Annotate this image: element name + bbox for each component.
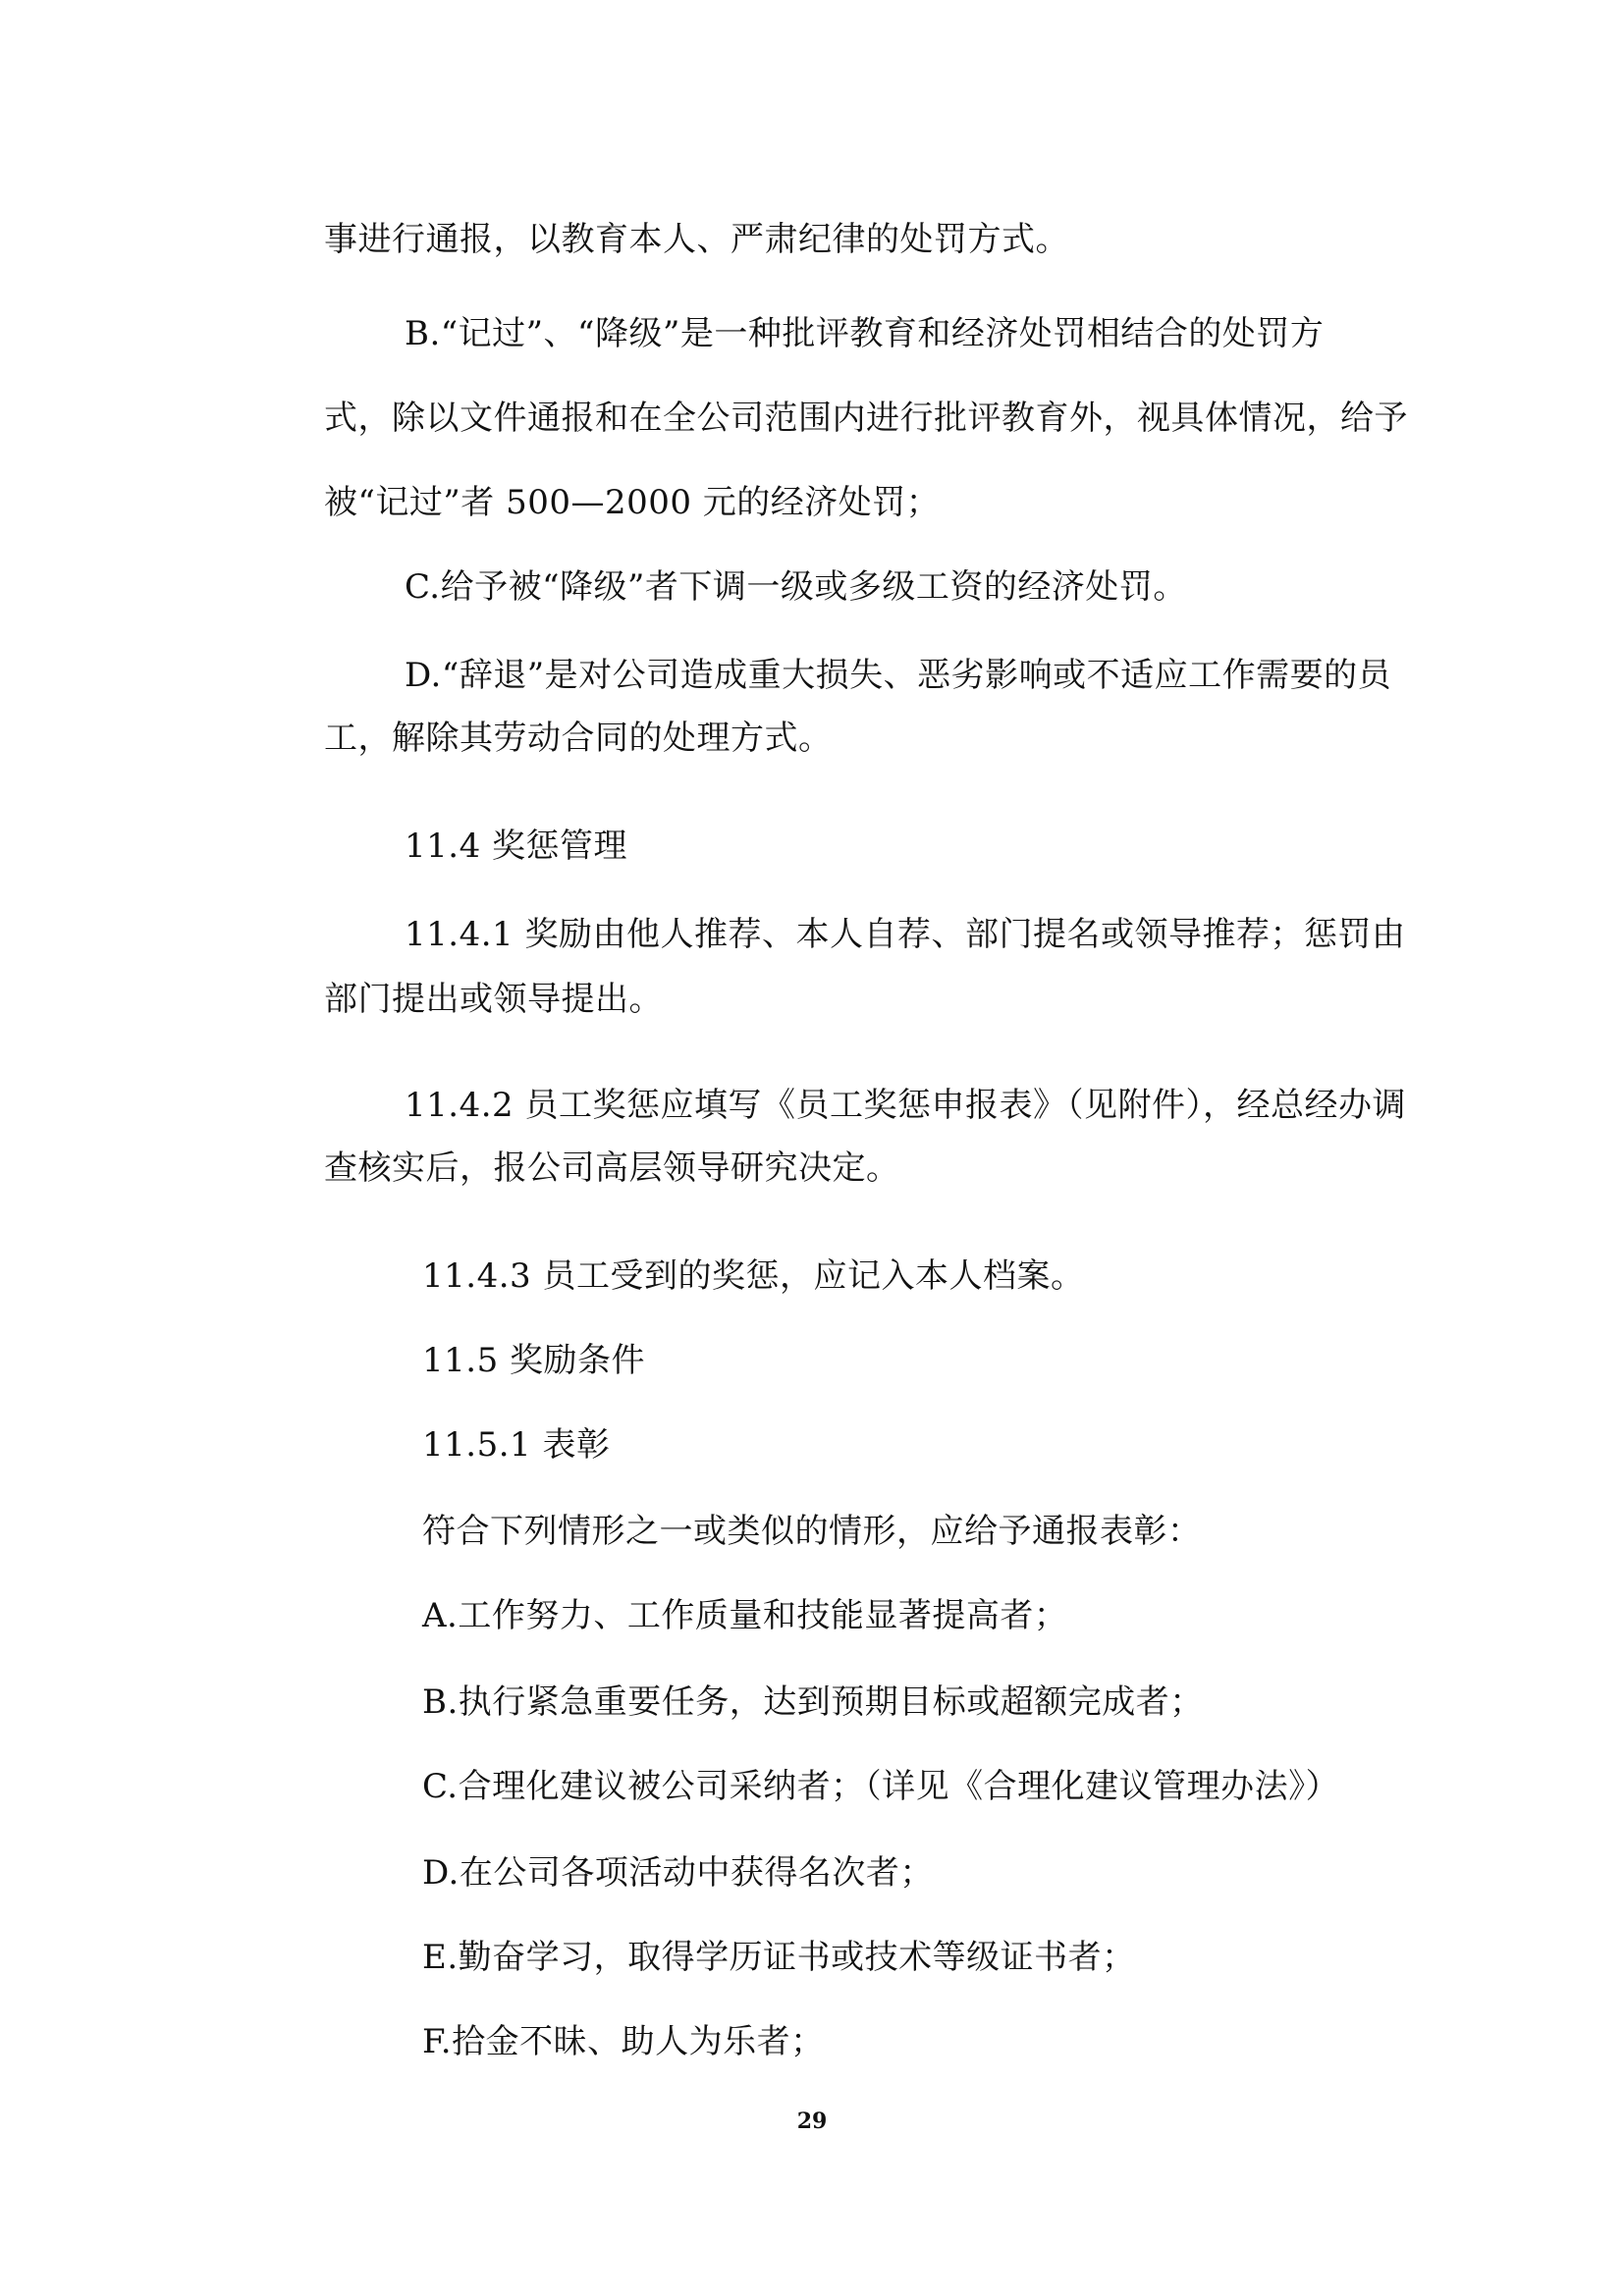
paragraph-line: 查核实后，报公司高层领导研究决定。 (324, 1148, 900, 1188)
list-item: B.执行紧急重要任务，达到预期目标或超额完成者； (422, 1682, 1204, 1722)
list-item: F.拾金不昧、助人为乐者； (422, 2022, 825, 2061)
paragraph-line: 11.4.1 奖励由他人推荐、本人自荐、部门提名或领导推荐；惩罚由 (405, 915, 1406, 954)
paragraph-line: 11.4.2 员工奖惩应填写《员工奖惩申报表》（见附件），经总经办调 (405, 1086, 1406, 1125)
paragraph-line: 事进行通报，以教育本人、严肃纪律的处罚方式。 (324, 220, 1069, 259)
section-heading: 11.5 奖励条件 (422, 1341, 646, 1380)
page-number: 29 (796, 2109, 828, 2134)
list-item: A.工作努力、工作质量和技能显著提高者； (422, 1596, 1068, 1635)
paragraph-line: 式，除以文件通报和在全公司范围内进行批评教育外，视具体情况，给予 (324, 399, 1408, 438)
paragraph-line: B.“记过”、“降级”是一种批评教育和经济处罚相结合的处罚方 (405, 314, 1325, 353)
paragraph-line: 11.4.3 员工受到的奖惩，应记入本人档案。 (422, 1256, 1085, 1296)
paragraph-line: 被“记过”者 500—2000 元的经济处罚； (324, 483, 941, 522)
paragraph-line: C.给予被“降级”者下调一级或多级工资的经济处罚。 (405, 567, 1187, 607)
paragraph-line: 工，解除其劳动合同的处理方式。 (324, 719, 833, 758)
subsection-heading: 11.5.1 表彰 (422, 1425, 611, 1465)
paragraph-line: 部门提出或领导提出。 (324, 980, 663, 1019)
list-item: D.在公司各项活动中获得名次者； (422, 1853, 934, 1893)
paragraph-line: 符合下列情形之一或类似的情形，应给予通报表彰： (422, 1512, 1202, 1551)
paragraph-line: D.“辞退”是对公司造成重大损失、恶劣影响或不适应工作需要的员 (405, 656, 1392, 695)
section-heading: 11.4 奖惩管理 (405, 827, 628, 866)
list-item: C.合理化建议被公司采纳者；（详见《合理化建议管理办法》） (422, 1767, 1340, 1806)
list-item: E.勤奋学习，取得学历证书或技术等级证书者； (422, 1938, 1136, 1977)
